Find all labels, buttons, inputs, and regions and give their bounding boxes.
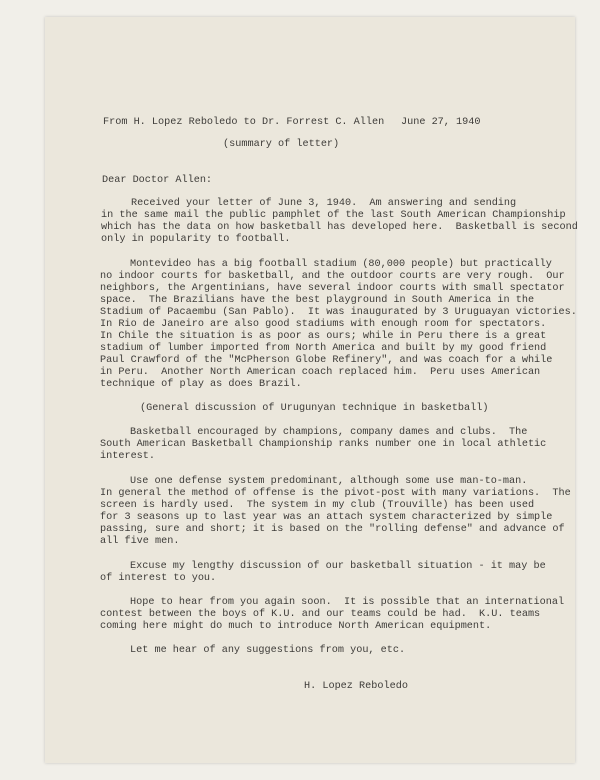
paragraph-line: which has the data on how basketball has developed here. Basketball is second	[101, 222, 578, 233]
paragraph-line: screen is hardly used. The system in my club (Trouville) has been used	[100, 500, 535, 511]
signature-name: H. Lopez Reboledo	[304, 681, 408, 692]
letter-header-from: From H. Lopez Reboledo to Dr. Forrest C. Allen	[103, 117, 385, 128]
letter-subheader: (summary of letter)	[223, 139, 340, 150]
paragraph-line: for 3 seasons up to last year was an attach system characterized by simple	[100, 512, 553, 523]
paragraph-line: In Rio de Janeiro are also good stadiums with enough room for spectators.	[100, 319, 547, 330]
paragraph-line: Paul Crawford of the "McPherson Globe Refinery", and was coach for a while	[100, 355, 553, 366]
paragraph-line: technique of play as does Brazil.	[100, 379, 302, 390]
paragraph-line: Use one defense system predominant, although some use man-to-man.	[130, 476, 528, 487]
closing-line: Let me hear of any suggestions from you, etc.	[130, 645, 406, 656]
paragraph-line: Basketball encouraged by champions, company dames and clubs. The	[130, 427, 528, 438]
paragraph-line: only in popularity to football.	[101, 234, 291, 245]
salutation: Dear Doctor Allen:	[102, 175, 213, 186]
paragraph-line: interest.	[100, 451, 156, 462]
paragraph-line: Montevideo has a big football stadium (80,000 people) but practically	[130, 259, 552, 270]
paragraph-line: passing, sure and short; it is based on the "rolling defense" and advance of	[100, 524, 565, 535]
paragraph-line: Excuse my lengthy discussion of our basketball situation - it may be	[130, 561, 546, 572]
paragraph-line: In Chile the situation is as poor as ours; while in Peru there is a great	[100, 331, 547, 342]
paragraph-line: coming here might do much to introduce North American equipment.	[100, 621, 492, 632]
paragraph-line: South American Basketball Championship ranks number one in local athletic	[100, 439, 547, 450]
paragraph-line: stadium of lumber imported from North America and built by my good friend	[100, 343, 547, 354]
bracketed-note: (General discussion of Urugunyan technique in basketball)	[140, 403, 489, 414]
paragraph-line: no indoor courts for basketball, and the outdoor courts are very rough. Our	[100, 271, 565, 282]
paragraph-line: Stadium of Pacaembu (San Pablo). It was inaugurated by 3 Uruguayan victories.	[100, 307, 577, 318]
paragraph-line: neighbors, the Argentinians, have several indoor courts with small spectator	[100, 283, 565, 294]
paragraph-line: in the same mail the public pamphlet of the last South American Championship	[101, 210, 566, 221]
paragraph-line: In general the method of offense is the pivot-post with many variations. The	[100, 488, 571, 499]
letter-date: June 27, 1940	[401, 117, 481, 128]
paragraph-line: contest between the boys of K.U. and our teams could be had. K.U. teams	[100, 609, 541, 620]
paragraph-line: space. The Brazilians have the best playground in South America in the	[100, 295, 535, 306]
paragraph-line: all five men.	[100, 536, 180, 547]
paragraph-line: Hope to hear from you again soon. It is possible that an international	[130, 597, 565, 608]
paragraph-line: in Peru. Another North American coach replaced him. Peru uses American	[100, 367, 541, 378]
paragraph-line: of interest to you.	[100, 573, 217, 584]
paragraph-line: Received your letter of June 3, 1940. Am answering and sending	[131, 198, 517, 209]
